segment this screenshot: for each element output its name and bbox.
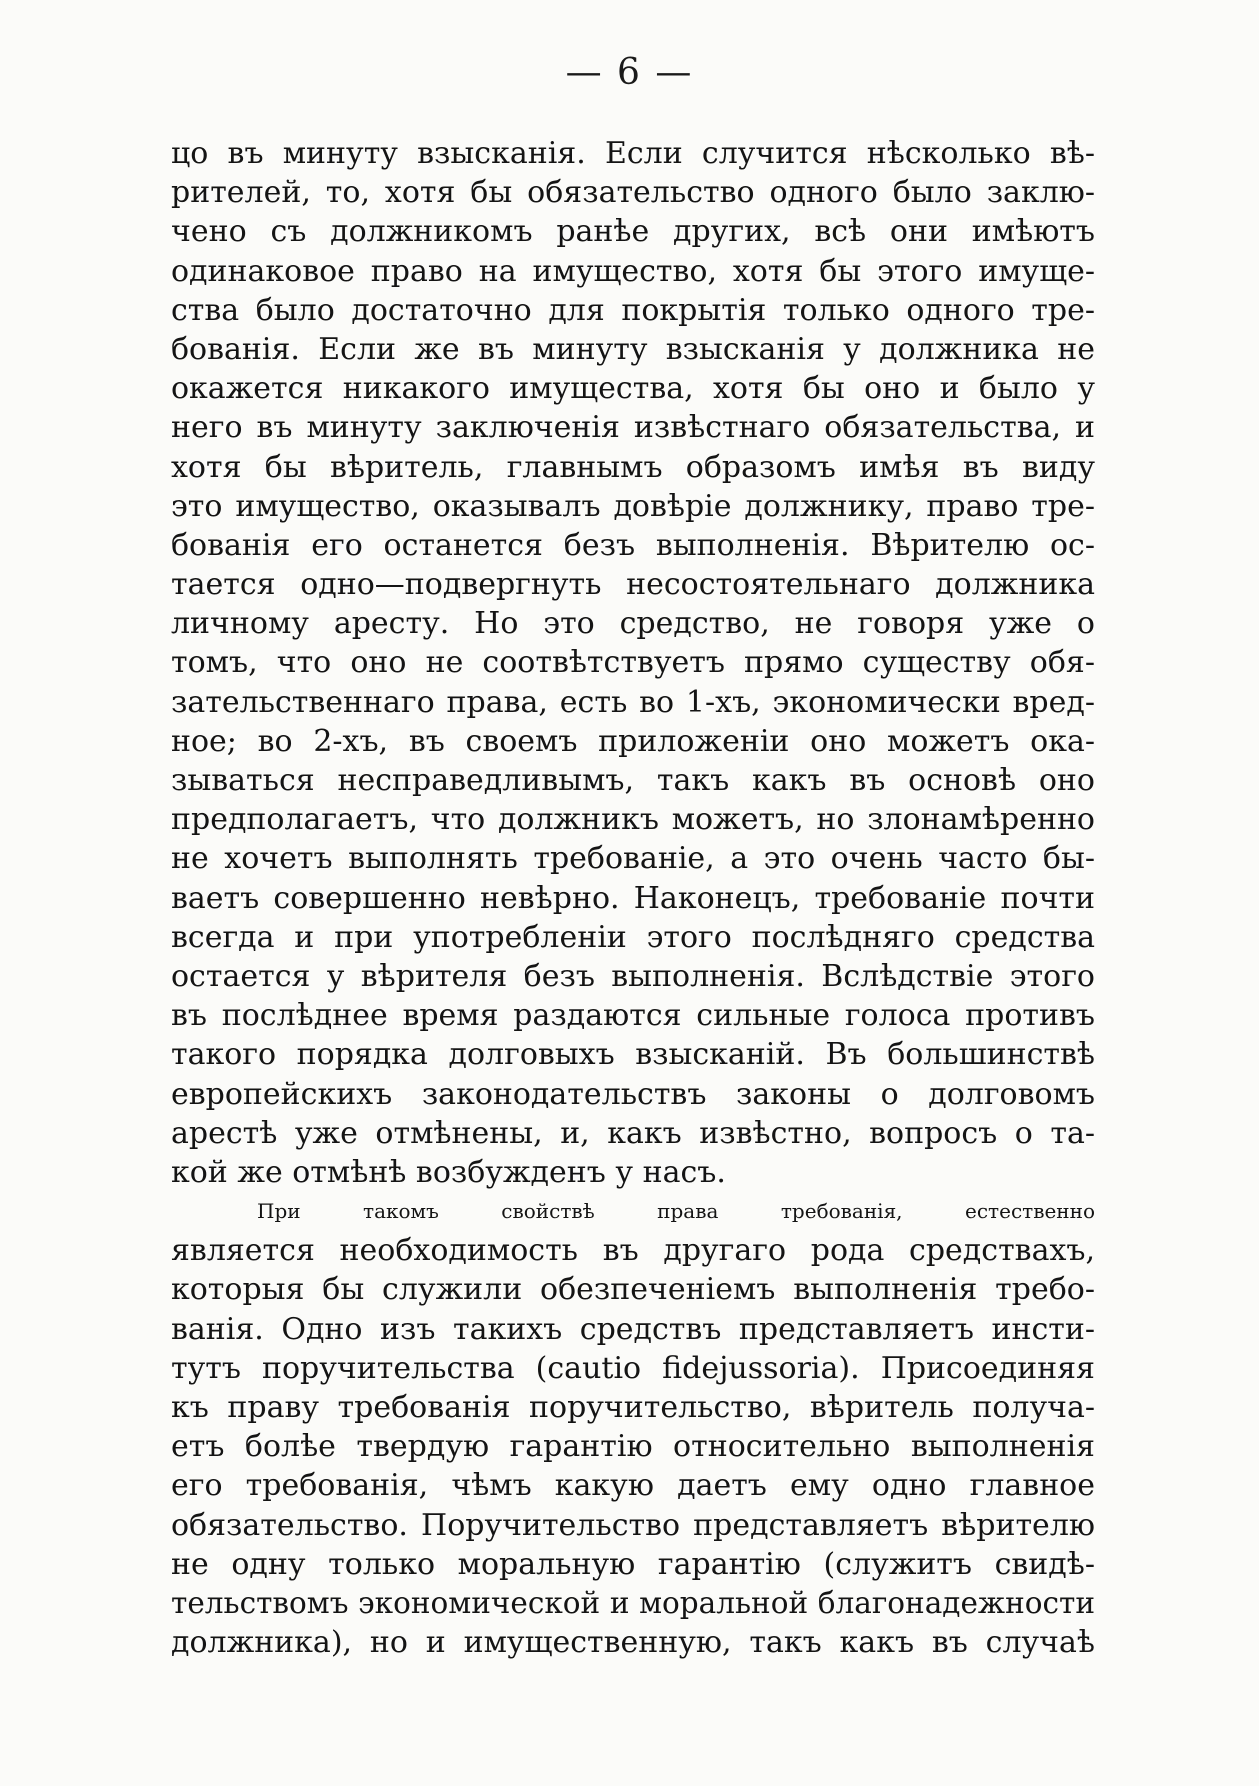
text-line: бованія. Если же въ минуту взысканія у должника не — [171, 331, 1095, 367]
text-line: хотя бы вѣритель, главнымъ образомъ имѣя въ виду — [171, 449, 1095, 485]
body-text — [171, 134, 1095, 1662]
text-line: зательственнаго права, есть во 1-хъ, экономически вред- — [171, 684, 1095, 720]
text-line: которыя бы служили обезпеченіемъ выполненія требо- — [171, 1272, 1095, 1308]
text-line: это имущество, оказывалъ довѣріе должнику, право тре- — [171, 488, 1095, 524]
text-line: При такомъ свойствѣ права требованія, естественно — [257, 1199, 1095, 1224]
text-line: предполагаетъ, что должникъ можетъ, но злонамѣренно — [171, 802, 1095, 838]
text-line: рителей, то, хотя бы обязательство одного было заклю- — [171, 175, 1095, 211]
text-line: ванія. Одно изъ такихъ средствъ представляетъ инсти- — [171, 1311, 1095, 1347]
text-line: него въ минуту заключенія извѣстнаго обязательства, и — [171, 410, 1095, 446]
text-line: цо въ минуту взысканія. Если случится нѣсколько вѣ- — [171, 136, 1095, 171]
text-line: ное; во 2-хъ, въ своемъ приложеніи оно можетъ ока- — [171, 723, 1095, 759]
text-line: въ послѣднее время раздаются сильные голоса противъ — [171, 998, 1095, 1034]
text-line: тельствомъ экономической и моральной благонадежности — [171, 1585, 1095, 1620]
text-line: арестѣ уже отмѣнены, и, какъ извѣстно, вопросъ о та- — [171, 1115, 1095, 1151]
text-line: чено съ должникомъ ранѣе других, всѣ они имѣютъ — [171, 214, 1095, 250]
text-line: одинаковое право на имущество, хотя бы этого имуще- — [171, 253, 1095, 289]
text-line: не одну только моральную гарантію (служитъ свидѣ- — [171, 1546, 1095, 1582]
text-line: ваетъ совершенно невѣрно. Наконецъ, требованіе почти — [171, 880, 1095, 916]
text-line: такого порядка долговыхъ взысканій. Въ большинствѣ — [171, 1037, 1095, 1073]
text-line: кой же отмѣнѣ возбужденъ у насъ. — [171, 1154, 726, 1190]
text-line: всегда и при употребленіи этого послѣдняго средства — [171, 919, 1095, 955]
text-line: остается у вѣрителя безъ выполненія. Вслѣдствіе этого — [171, 958, 1095, 994]
text-line: томъ, что оно не соотвѣтствуетъ прямо существу обя- — [171, 645, 1095, 681]
text-line: къ праву требованія поручительство, вѣритель получа- — [171, 1390, 1095, 1425]
text-line: европейскихъ законодательствъ законы о долговомъ — [171, 1076, 1095, 1112]
text-line: должника), но и имущественную, такъ какъ въ случаѣ — [171, 1625, 1095, 1661]
text-line: личному аресту. Но это средство, не говоря уже о — [171, 606, 1095, 642]
text-line: не хочетъ выполнять требованіе, а это очень часто бы- — [171, 841, 1095, 877]
text-line: бованія его останется безъ выполненія. Вѣрителю ос- — [171, 527, 1095, 563]
text-line: ства было достаточно для покрытія только одного тре- — [171, 292, 1095, 328]
text-line: окажется никакого имущества, хотя бы оно и было у — [171, 371, 1095, 407]
page-number: — 6 — — [565, 52, 694, 93]
text-line: его требованія, чѣмъ какую даетъ ему одно главное — [171, 1468, 1095, 1504]
text-line: является необходимость въ другаго рода средствахъ, — [171, 1233, 1095, 1269]
text-line: обязательство. Поручительство представляетъ вѣрителю — [171, 1507, 1095, 1543]
text-line: етъ болѣе твердую гарантію относительно выполненія — [171, 1429, 1095, 1465]
text-line: тутъ поручительства (cautio fidejussoria). Присоединяя — [171, 1350, 1095, 1386]
text-line: тается одно—подвергнуть несостоятельнаго должника — [171, 567, 1095, 603]
text-line: зываться несправедливымъ, такъ какъ въ основѣ оно — [171, 763, 1095, 798]
